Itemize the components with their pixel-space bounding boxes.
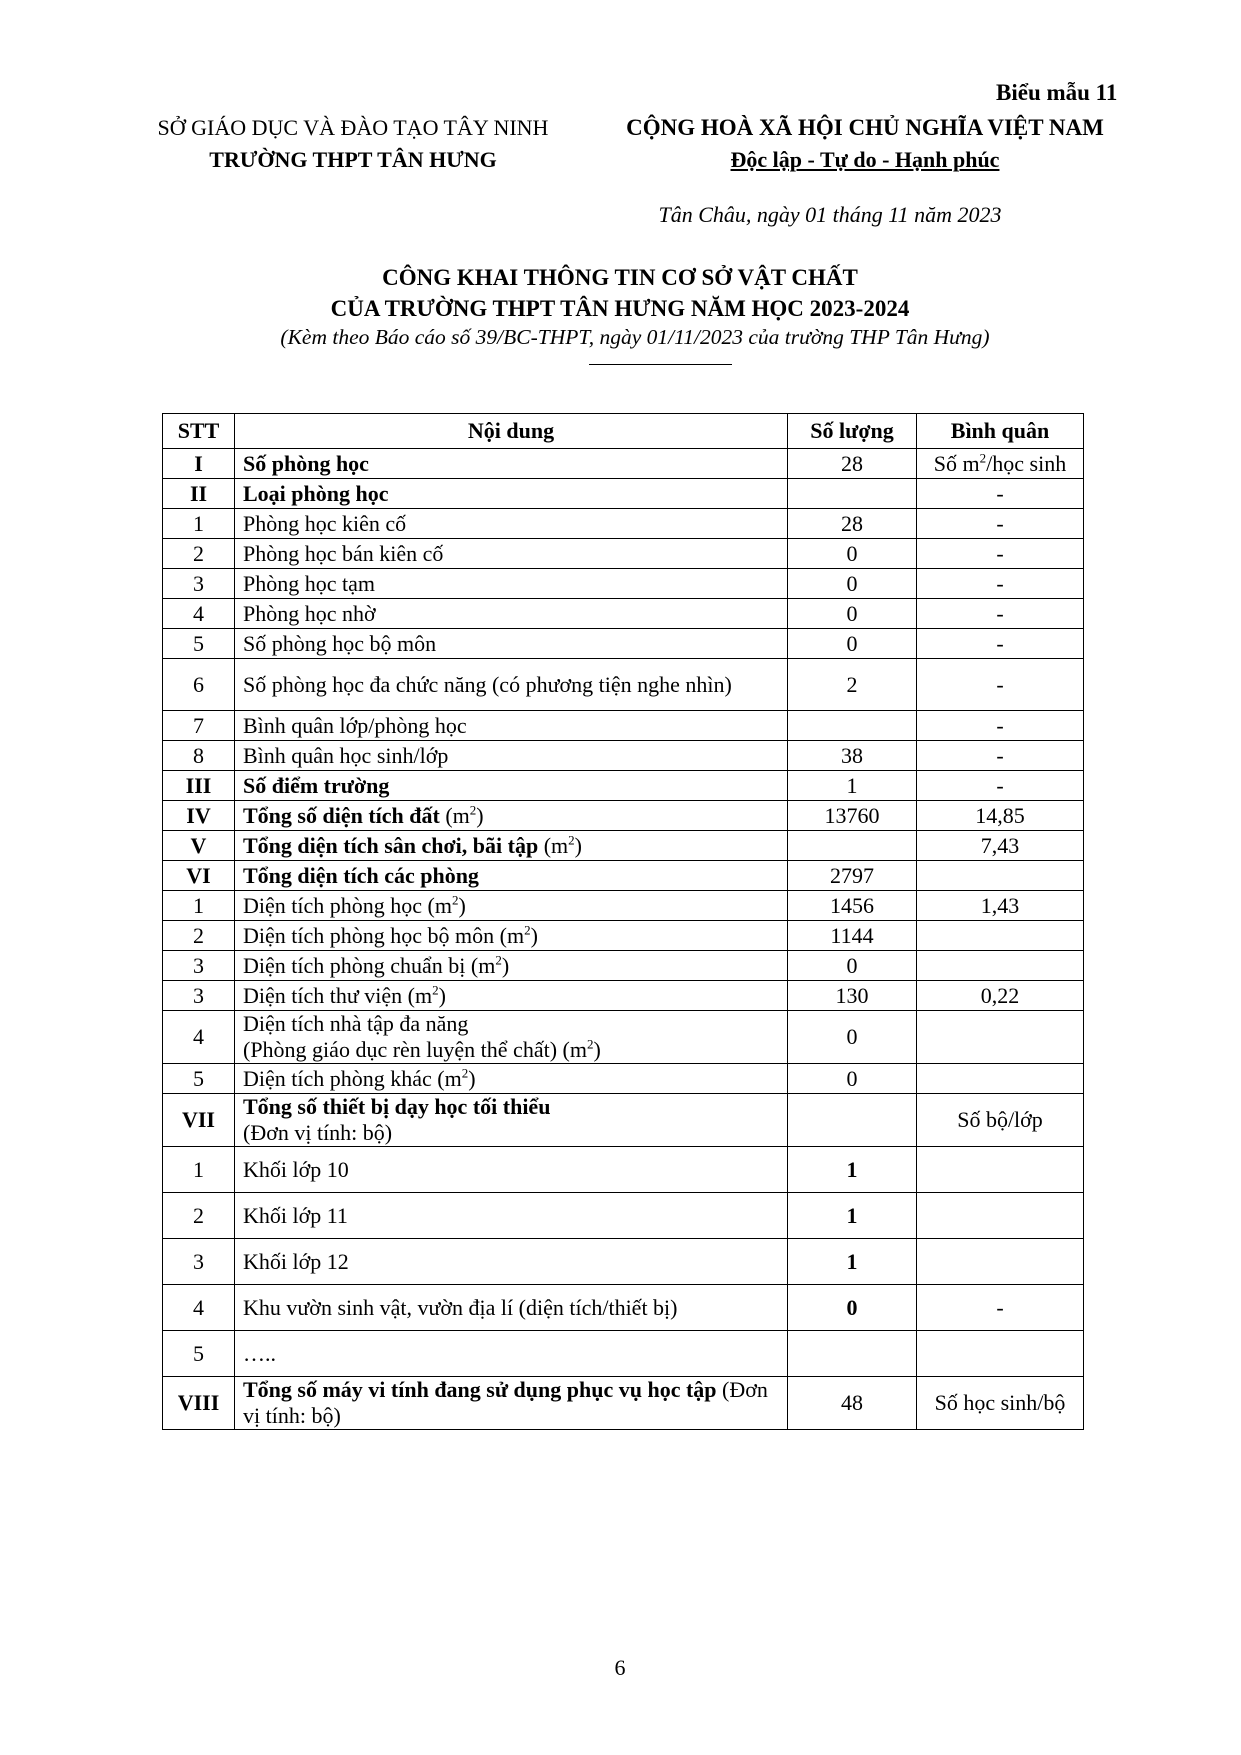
form-label: Biểu mẫu 11 xyxy=(996,80,1118,105)
department-name: SỞ GIÁO DỤC VÀ ĐÀO TẠO TÂY NINH xyxy=(157,115,549,140)
cell-stt: 5 xyxy=(163,1064,235,1094)
cell-average: - xyxy=(917,771,1084,801)
cell-average: - xyxy=(917,569,1084,599)
average-suffix: /học sinh xyxy=(986,450,1067,476)
unit-suffix: ) xyxy=(593,1037,601,1062)
content-text-line-2: (Đơn vị tính: bộ) xyxy=(243,1120,393,1145)
content-text: Khối lớp 11 xyxy=(243,1202,348,1228)
cell-content xyxy=(235,1193,788,1239)
table-row xyxy=(163,449,1084,479)
cell-content xyxy=(235,1239,788,1285)
unit-suffix: ) xyxy=(438,982,446,1008)
table-row xyxy=(163,1331,1084,1377)
cell-content xyxy=(235,711,788,741)
table-row xyxy=(163,569,1084,599)
cell-content xyxy=(235,599,788,629)
unit-superscript: 2 xyxy=(495,952,502,968)
cell-average: - xyxy=(917,599,1084,629)
cell-content xyxy=(235,1094,788,1147)
unit-prefix: (m xyxy=(494,922,525,948)
content-text: Tổng diện tích sân chơi, bãi tập xyxy=(243,832,539,858)
cell-quantity: 1144 xyxy=(788,921,917,951)
content-text: Số phòng học đa chức năng (có phương tiện nghe nhìn) xyxy=(243,671,732,697)
cell-content xyxy=(235,449,788,479)
content-text: Số phòng học xyxy=(243,450,369,476)
cell-content xyxy=(235,1331,788,1377)
content-text: Khu vườn sinh vật, vườn địa lí (diện tích/thiết bị) xyxy=(243,1294,678,1320)
cell-average: 14,85 xyxy=(917,801,1084,831)
header-content: Nội dung xyxy=(235,414,788,449)
content-text: Tổng số máy vi tính đang sử dụng phục vụ học tập xyxy=(243,1377,717,1402)
table-row xyxy=(163,1094,1084,1147)
content-text: Số phòng học bộ môn xyxy=(243,630,437,656)
cell-stt: 1 xyxy=(163,891,235,921)
table-row xyxy=(163,479,1084,509)
table-row xyxy=(163,1064,1084,1094)
content-text: Diện tích nhà tập đa năng xyxy=(243,1011,469,1036)
table-row xyxy=(163,1239,1084,1285)
cell-stt: 3 xyxy=(163,1239,235,1285)
cell-content xyxy=(235,1285,788,1331)
table-row xyxy=(163,659,1084,711)
unit-prefix: (m xyxy=(439,802,470,828)
cell-stt: 4 xyxy=(163,1011,235,1064)
unit-superscript: 2 xyxy=(568,832,575,848)
cell-quantity xyxy=(788,711,917,741)
title-line-1: CÔNG KHAI THÔNG TIN CƠ SỞ VẬT CHẤT xyxy=(382,265,858,290)
cell-average xyxy=(917,1011,1084,1064)
header-stt: STT xyxy=(163,414,235,449)
national-motto: Độc lập - Tự do - Hạnh phúc xyxy=(730,147,1000,172)
unit-superscript: 2 xyxy=(451,892,459,908)
cell-content xyxy=(235,741,788,771)
cell-stt: 5 xyxy=(163,629,235,659)
cell-average: - xyxy=(917,1285,1084,1331)
cell-average: - xyxy=(917,711,1084,741)
cell-quantity: 0 xyxy=(788,539,917,569)
cell-quantity: 38 xyxy=(788,741,917,771)
table-row xyxy=(163,509,1084,539)
cell-stt: VIII xyxy=(163,1377,235,1430)
cell-content xyxy=(235,951,788,981)
cell-content xyxy=(235,801,788,831)
content-text: ….. xyxy=(243,1340,276,1366)
content-unit: (Đơn vị tính: bộ) xyxy=(243,1377,768,1428)
content-text: Diện tích phòng học xyxy=(243,892,423,918)
content-text: Diện tích thư viện xyxy=(243,982,403,1008)
cell-stt: 1 xyxy=(163,509,235,539)
unit-suffix: ) xyxy=(458,892,466,918)
document-subtitle: (Kèm theo Báo cáo số 39/BC-THPT, ngày 01/11/2023 của trường THP Tân Hưng) xyxy=(280,325,990,349)
unit-prefix: (m xyxy=(402,982,433,1008)
cell-stt: V xyxy=(163,831,235,861)
content-text: Tổng số diện tích đất xyxy=(243,802,440,828)
cell-content xyxy=(235,539,788,569)
cell-content xyxy=(235,831,788,861)
cell-stt: 5 xyxy=(163,1331,235,1377)
table-row xyxy=(163,1193,1084,1239)
table-row xyxy=(163,629,1084,659)
cell-stt: 2 xyxy=(163,921,235,951)
cell-average: - xyxy=(917,741,1084,771)
unit-prefix: (m xyxy=(538,832,569,858)
national-motto-block xyxy=(600,112,1130,176)
content-text: Số điểm trường xyxy=(243,772,390,798)
cell-content xyxy=(235,629,788,659)
cell-average: - xyxy=(917,539,1084,569)
table-row xyxy=(163,861,1084,891)
title-line-2: CỦA TRƯỜNG THPT TÂN HƯNG NĂM HỌC 2023-2024 xyxy=(330,296,910,321)
cell-stt: IV xyxy=(163,801,235,831)
table-row xyxy=(163,891,1084,921)
unit-prefix: (m xyxy=(431,1065,462,1091)
cell-stt: II xyxy=(163,479,235,509)
cell-content xyxy=(235,569,788,599)
cell-stt: 4 xyxy=(163,599,235,629)
unit-superscript: 2 xyxy=(461,1065,469,1081)
average-superscript: 2 xyxy=(979,450,987,466)
cell-stt: 1 xyxy=(163,1147,235,1193)
table-row xyxy=(163,741,1084,771)
cell-average xyxy=(917,1193,1084,1239)
cell-stt: VII xyxy=(163,1094,235,1147)
cell-stt: 3 xyxy=(163,569,235,599)
table-row xyxy=(163,1285,1084,1331)
cell-stt: 3 xyxy=(163,951,235,981)
cell-quantity: 0 xyxy=(788,1011,917,1064)
country-name: CỘNG HOÀ XÃ HỘI CHỦ NGHĨA VIỆT NAM xyxy=(626,115,1104,140)
cell-quantity: 0 xyxy=(788,629,917,659)
cell-average xyxy=(917,951,1084,981)
cell-quantity: 1 xyxy=(788,1193,917,1239)
cell-quantity: 1 xyxy=(788,1239,917,1285)
cell-average: 7,43 xyxy=(917,831,1084,861)
content-text: Phòng học kiên cố xyxy=(243,510,407,536)
table-row xyxy=(163,1377,1084,1430)
cell-content xyxy=(235,509,788,539)
table-row xyxy=(163,1147,1084,1193)
cell-average xyxy=(917,449,1084,479)
cell-average xyxy=(917,861,1084,891)
cell-quantity: 13760 xyxy=(788,801,917,831)
cell-average: 0,22 xyxy=(917,981,1084,1011)
title-divider xyxy=(589,364,732,365)
header-average: Bình quân xyxy=(917,414,1084,449)
cell-stt: 8 xyxy=(163,741,235,771)
cell-stt: 2 xyxy=(163,1193,235,1239)
content-text: Bình quân lớp/phòng học xyxy=(243,712,467,738)
cell-stt: 4 xyxy=(163,1285,235,1331)
facilities-table xyxy=(162,413,1084,1430)
content-text: Tổng diện tích các phòng xyxy=(243,862,479,888)
content-text-line-2: (Phòng giáo dục rèn luyện thể chất) xyxy=(243,1037,558,1062)
cell-average: - xyxy=(917,509,1084,539)
cell-quantity: 0 xyxy=(788,1064,917,1094)
content-text: Diện tích phòng học bộ môn xyxy=(243,922,495,948)
date-line: Tân Châu, ngày 01 tháng 11 năm 2023 xyxy=(658,202,1002,227)
cell-quantity: 1456 xyxy=(788,891,917,921)
page-number: 6 xyxy=(614,1655,626,1680)
table-row xyxy=(163,981,1084,1011)
cell-quantity: 0 xyxy=(788,951,917,981)
cell-stt: III xyxy=(163,771,235,801)
cell-quantity xyxy=(788,479,917,509)
unit-suffix: ) xyxy=(574,832,582,858)
cell-content xyxy=(235,981,788,1011)
cell-stt: VI xyxy=(163,861,235,891)
cell-content xyxy=(235,891,788,921)
school-name: TRƯỜNG THPT TÂN HƯNG xyxy=(209,147,497,172)
unit-prefix: (m xyxy=(465,952,496,978)
cell-stt: I xyxy=(163,449,235,479)
cell-average: Số học sinh/bộ xyxy=(917,1377,1084,1430)
average-prefix: Số m xyxy=(933,450,980,476)
table-row xyxy=(163,711,1084,741)
issuing-agency xyxy=(118,112,588,176)
cell-quantity: 2797 xyxy=(788,861,917,891)
table-row xyxy=(163,539,1084,569)
unit-superscript: 2 xyxy=(469,802,477,818)
header-quantity: Số lượng xyxy=(788,414,917,449)
cell-average xyxy=(917,1064,1084,1094)
table-row xyxy=(163,771,1084,801)
cell-average: - xyxy=(917,629,1084,659)
cell-content xyxy=(235,1011,788,1064)
content-text: Khối lớp 10 xyxy=(243,1156,349,1182)
cell-average xyxy=(917,1147,1084,1193)
cell-average xyxy=(917,921,1084,951)
cell-stt: 3 xyxy=(163,981,235,1011)
unit-superscript: 2 xyxy=(524,922,531,938)
cell-average: Số bộ/lớp xyxy=(917,1094,1084,1147)
cell-stt: 2 xyxy=(163,539,235,569)
content-text: Diện tích phòng chuẩn bị xyxy=(243,952,466,978)
cell-stt: 6 xyxy=(163,659,235,711)
unit-suffix: ) xyxy=(530,922,538,948)
unit-suffix: ) xyxy=(501,952,510,978)
cell-content xyxy=(235,479,788,509)
unit-suffix: ) xyxy=(468,1065,476,1091)
table-row xyxy=(163,599,1084,629)
cell-stt: 7 xyxy=(163,711,235,741)
cell-content xyxy=(235,1377,788,1430)
cell-quantity xyxy=(788,1331,917,1377)
cell-quantity: 28 xyxy=(788,449,917,479)
content-text: Diện tích phòng khác xyxy=(243,1065,432,1091)
table-row xyxy=(163,951,1084,981)
content-text: Tổng số thiết bị dạy học tối thiểu xyxy=(243,1094,551,1119)
content-text: Phòng học tạm xyxy=(243,570,375,596)
table-header-row xyxy=(163,414,1084,449)
cell-average: - xyxy=(917,659,1084,711)
cell-quantity: 2 xyxy=(788,659,917,711)
unit-superscript: 2 xyxy=(586,1036,594,1052)
unit-suffix: ) xyxy=(476,802,484,828)
cell-content xyxy=(235,921,788,951)
table-row xyxy=(163,831,1084,861)
cell-content xyxy=(235,861,788,891)
table-row xyxy=(163,801,1084,831)
cell-quantity xyxy=(788,1094,917,1147)
cell-quantity: 0 xyxy=(788,1285,917,1331)
cell-average xyxy=(917,1331,1084,1377)
cell-quantity: 1 xyxy=(788,1147,917,1193)
content-text: Phòng học bán kiên cố xyxy=(243,540,444,566)
content-text: Bình quân học sinh/lớp xyxy=(243,742,449,768)
cell-quantity: 0 xyxy=(788,569,917,599)
content-text: Loại phòng học xyxy=(243,480,389,506)
cell-content xyxy=(235,1147,788,1193)
unit-prefix: (m xyxy=(422,892,452,918)
cell-content xyxy=(235,771,788,801)
cell-quantity: 48 xyxy=(788,1377,917,1430)
cell-quantity: 130 xyxy=(788,981,917,1011)
cell-quantity: 0 xyxy=(788,599,917,629)
cell-content xyxy=(235,1064,788,1094)
cell-average xyxy=(917,1239,1084,1285)
content-text: Khối lớp 12 xyxy=(243,1248,349,1274)
unit-prefix: (m xyxy=(557,1037,587,1062)
cell-average: - xyxy=(917,479,1084,509)
table-row xyxy=(163,1011,1084,1064)
cell-quantity: 1 xyxy=(788,771,917,801)
cell-average: 1,43 xyxy=(917,891,1084,921)
cell-quantity xyxy=(788,831,917,861)
document-title xyxy=(200,262,1040,324)
table-row xyxy=(163,921,1084,951)
cell-content xyxy=(235,659,788,711)
unit-superscript: 2 xyxy=(432,982,439,998)
cell-quantity: 28 xyxy=(788,509,917,539)
content-text: Phòng học nhờ xyxy=(243,600,376,626)
